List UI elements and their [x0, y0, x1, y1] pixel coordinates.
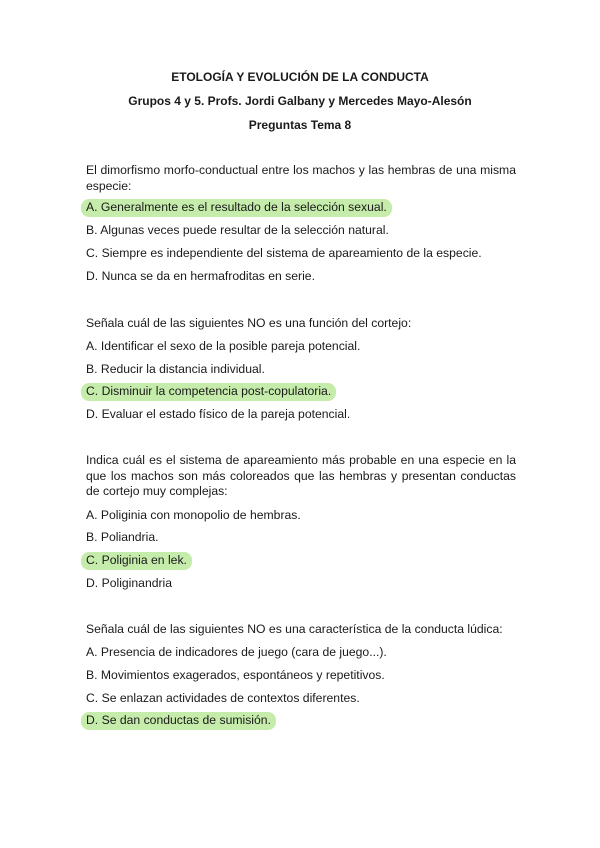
groups-line: Grupos 4 y 5. Profs. Jordi Galbany y Mercedes Mayo-Alesón: [128, 94, 472, 108]
question-2-option-b: B. Reducir la distancia individual.: [86, 362, 265, 376]
question-1-option-b: B. Algunas veces puede resultar de la selección natural.: [86, 223, 389, 237]
question-3-option-c: C. Poliginia en lek.: [81, 552, 192, 570]
question-3-option-a: A. Poliginia con monopolio de hembras.: [86, 508, 301, 522]
question-2-option-c: C. Disminuir la competencia post-copulatoria.: [81, 383, 336, 401]
question-3-text: Indica cuál es el sistema de apareamiento más probable en una especie en la que los machos son más coloreados que las hembras y presentan conductas de cortejo muy complejas:: [86, 453, 516, 498]
question-1-text: El dimorfismo morfo-conductual entre los machos y las hembras de una misma especie:: [86, 163, 516, 193]
question-2-text: Señala cuál de las siguientes NO es una función del cortejo:: [86, 316, 412, 330]
question-4-option-d: D. Se dan conductas de sumisión.: [81, 712, 276, 730]
page-subtitle: Preguntas Tema 8: [248, 118, 352, 132]
question-3-option-b: B. Poliandria.: [86, 530, 159, 544]
question-3-option-d: D. Poliginandria: [86, 576, 173, 590]
question-1-option-c: C. Siempre es independiente del sistema de apareamiento de la especie.: [86, 246, 482, 260]
question-2-option-d: D. Evaluar el estado físico de la pareja potencial.: [86, 407, 351, 421]
question-4-option-c: C. Se enlazan actividades de contextos diferentes.: [86, 691, 360, 705]
question-4-text: Señala cuál de las siguientes NO es una característica de la conducta lúdica:: [86, 622, 503, 636]
question-4-option-b: B. Movimientos exagerados, espontáneos y repetitivos.: [86, 668, 385, 682]
question-2-option-a: A. Identificar el sexo de la posible pareja potencial.: [86, 339, 361, 353]
question-4-option-a: A. Presencia de indicadores de juego (cara de juego...).: [86, 645, 387, 659]
question-1-option-d: D. Nunca se da en hermafroditas en serie.: [86, 269, 315, 283]
question-1-option-a: A. Generalmente es el resultado de la selección sexual.: [81, 199, 392, 217]
course-title: ETOLOGÍA Y EVOLUCIÓN DE LA CONDUCTA: [171, 70, 429, 84]
